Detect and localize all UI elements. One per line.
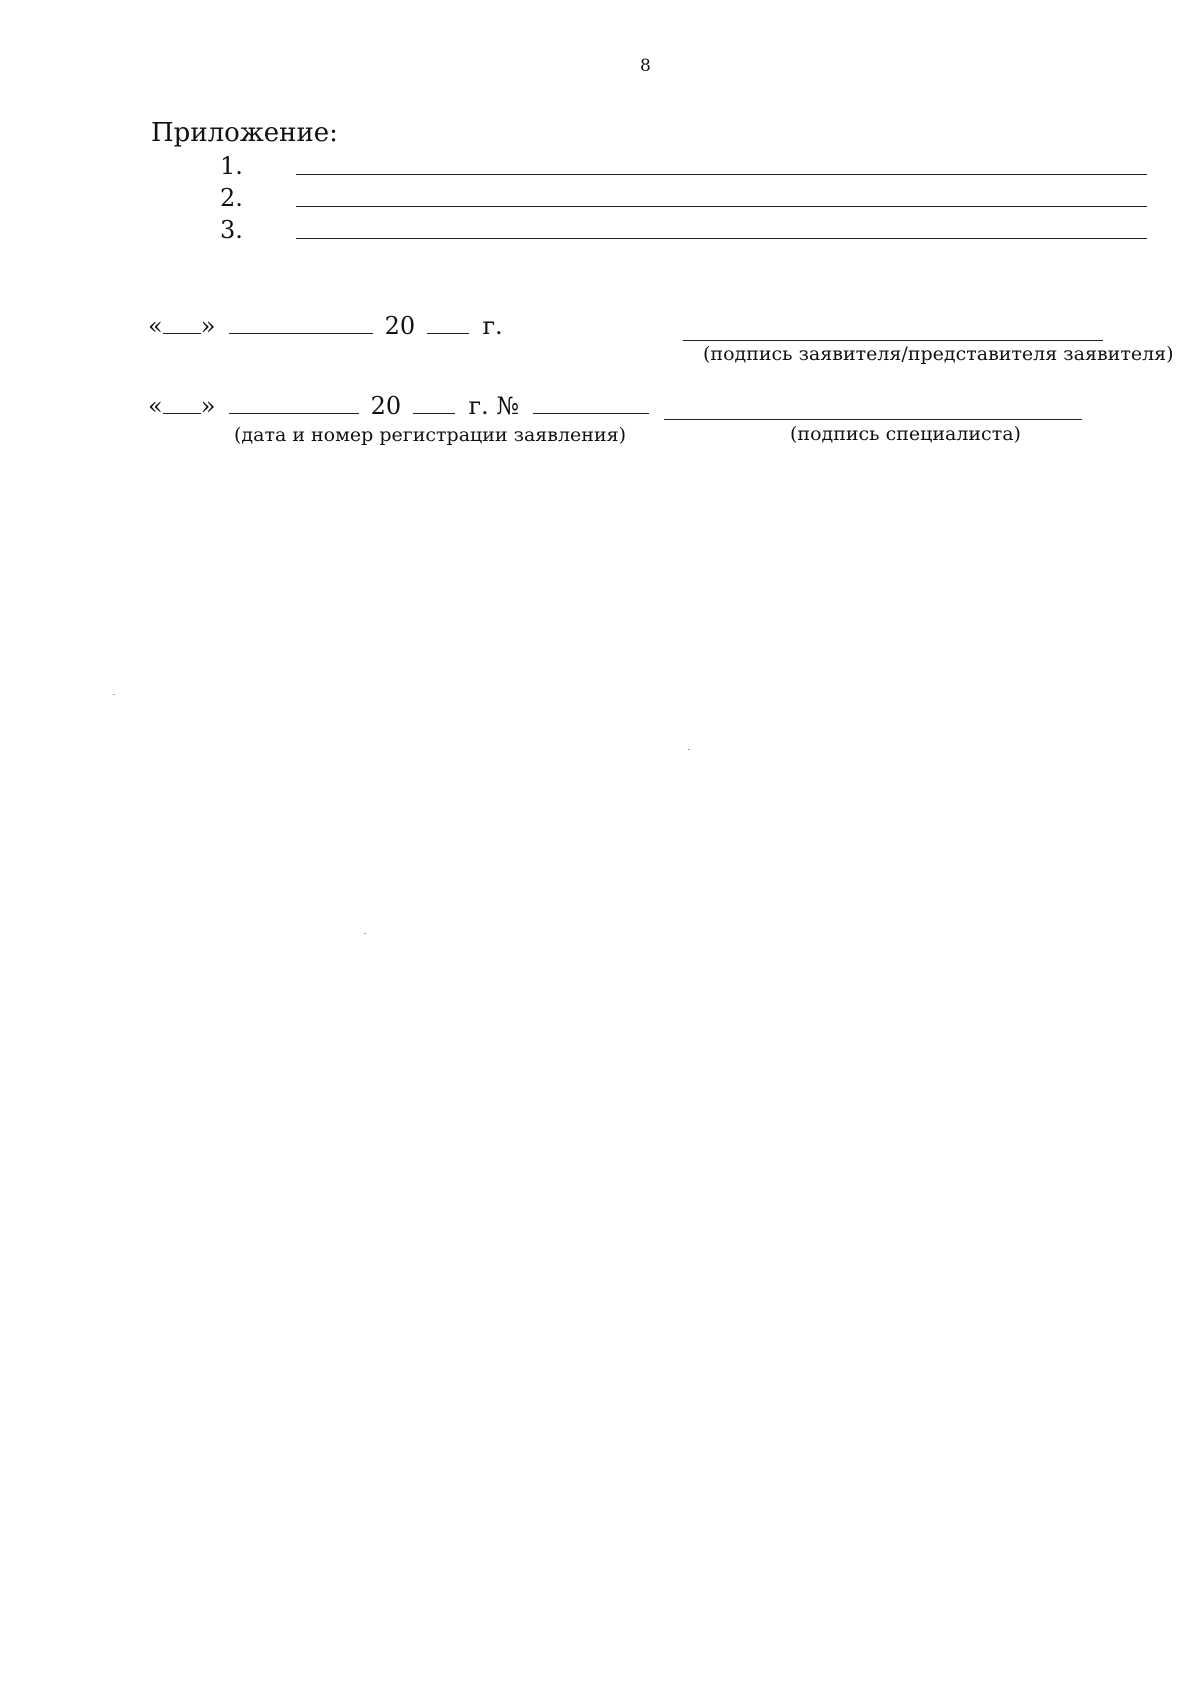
registration-date-caption: (дата и номер регистрации заявления): [234, 424, 627, 446]
month-blank[interactable]: [229, 393, 359, 414]
quote-open: «: [148, 312, 163, 340]
year-prefix: 20: [370, 392, 402, 420]
applicant-date-row: [148, 312, 503, 340]
attachment-number-3: 3.: [220, 216, 243, 244]
applicant-signature-caption: (подпись заявителя/представителя заявителя): [703, 343, 1174, 365]
attachment-number-1: 1.: [220, 152, 243, 180]
day-blank[interactable]: [163, 313, 201, 334]
year-suffix-number: г. №: [468, 392, 520, 420]
scan-speck: [113, 694, 115, 695]
quote-open: «: [148, 392, 163, 420]
attachments-title: Приложение:: [151, 118, 338, 148]
page-number: 8: [640, 56, 651, 76]
month-blank[interactable]: [229, 313, 373, 334]
attachment-line-2[interactable]: [296, 206, 1147, 207]
quote-close: »: [200, 312, 216, 340]
year-prefix: 20: [384, 312, 416, 340]
registration-number-blank[interactable]: [533, 393, 649, 414]
registration-date-row: [148, 392, 649, 420]
specialist-signature-line[interactable]: [664, 419, 1082, 420]
attachment-line-1[interactable]: [296, 174, 1147, 175]
year-blank[interactable]: [413, 393, 455, 414]
applicant-signature-line[interactable]: [683, 340, 1103, 341]
scan-speck: [688, 749, 690, 750]
year-suffix: г.: [482, 312, 503, 340]
specialist-signature-caption: (подпись специалиста): [790, 423, 1021, 445]
day-blank[interactable]: [163, 393, 201, 414]
quote-close: »: [200, 392, 216, 420]
attachment-number-2: 2.: [220, 184, 243, 212]
attachment-line-3[interactable]: [296, 238, 1147, 239]
scan-speck: [364, 933, 366, 934]
year-blank[interactable]: [427, 313, 469, 334]
